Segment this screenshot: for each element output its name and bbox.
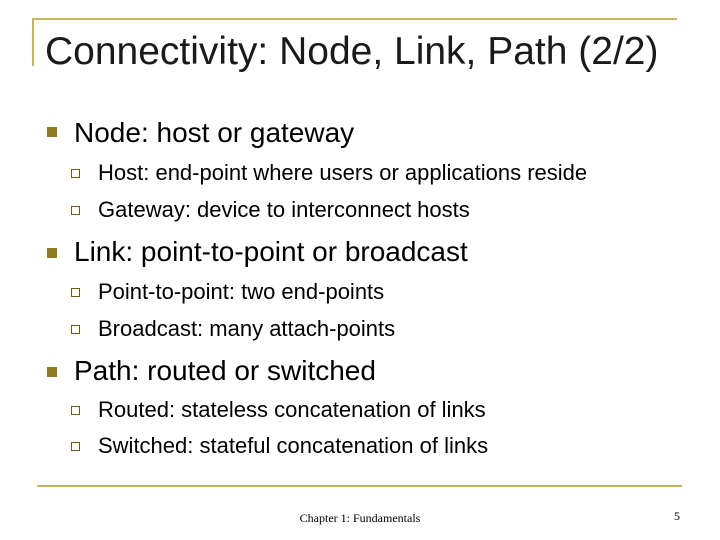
bullet-node: Node: host or gateway (74, 117, 355, 148)
frame-top-line (32, 18, 677, 20)
page-number: 5 (674, 509, 680, 523)
frame-bottom-line (37, 485, 682, 487)
footer-chapter: Chapter 1: Fundamentals (299, 511, 421, 525)
sub-bullet-point-to-point: Point-to-point: two end-points (98, 279, 385, 304)
hollow-square-bullet-icon (71, 169, 80, 178)
bullet-link: Link: point-to-point or broadcast (74, 236, 468, 267)
square-bullet-icon (47, 367, 57, 377)
slide-title: Connectivity: Node, Link, Path (2/2) (45, 30, 659, 73)
sub-bullet-gateway: Gateway: device to interconnect hosts (98, 197, 470, 222)
bullet-path: Path: routed or switched (74, 355, 376, 386)
hollow-square-bullet-icon (71, 288, 80, 297)
frame-left-line (32, 18, 34, 66)
sub-bullet-host: Host: end-point where users or applications reside (98, 160, 588, 185)
sub-bullet-routed: Routed: stateless concatenation of links (98, 397, 486, 422)
square-bullet-icon (47, 127, 57, 137)
sub-bullet-switched: Switched: stateful concatenation of links (98, 433, 489, 458)
hollow-square-bullet-icon (71, 442, 80, 451)
hollow-square-bullet-icon (71, 206, 80, 215)
hollow-square-bullet-icon (71, 325, 80, 334)
square-bullet-icon (47, 248, 57, 258)
sub-bullet-broadcast: Broadcast: many attach-points (98, 316, 396, 341)
hollow-square-bullet-icon (71, 406, 80, 415)
